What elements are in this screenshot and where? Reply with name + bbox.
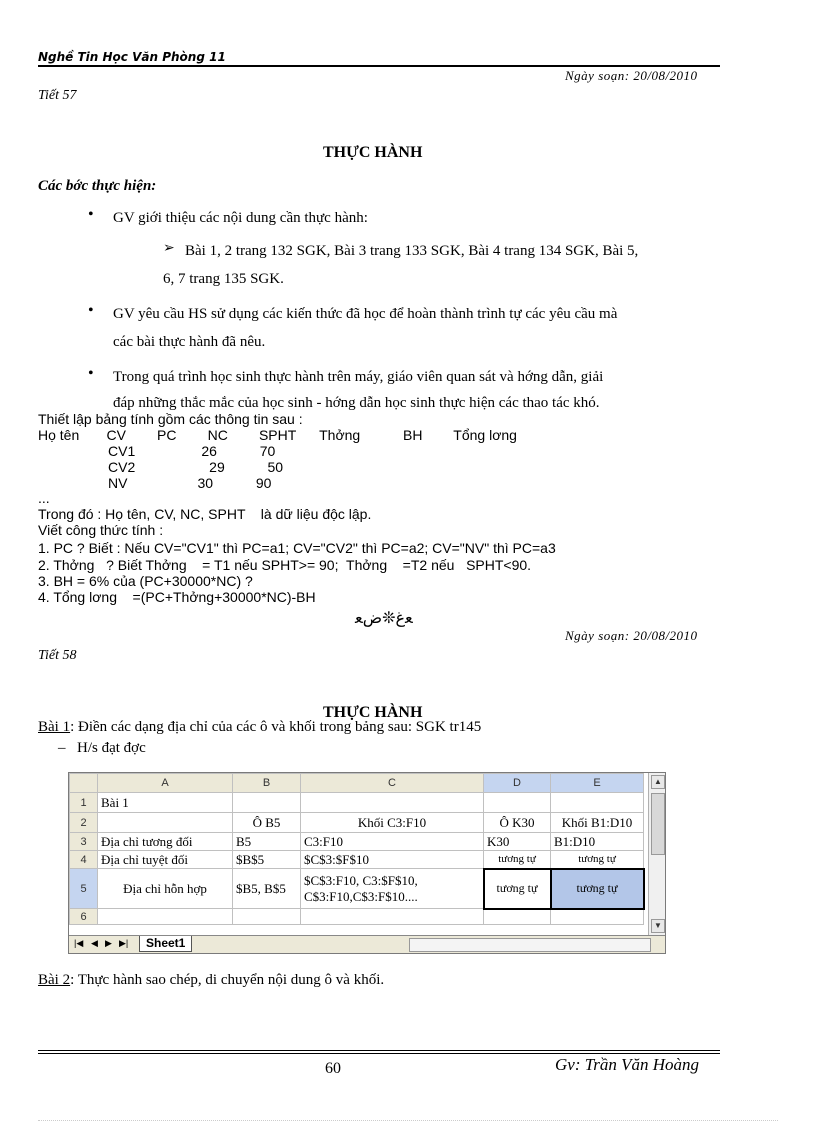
cell: B5: [233, 833, 301, 851]
exercise-line: Thiết lập bảng tính gồm các thông tin sau :: [38, 411, 303, 427]
row-header: 2: [70, 813, 98, 833]
cell: [301, 793, 484, 813]
cell: [98, 813, 233, 833]
cell: $B5, B$5: [233, 869, 301, 909]
exercise-line: Viết công thức tính :: [38, 522, 164, 538]
section-heading-2: THỰC HÀNH: [323, 704, 423, 721]
cell: tương tự: [551, 869, 644, 909]
next-sheet-icon[interactable]: ▶: [105, 938, 112, 948]
cell: Bài 1: [98, 793, 233, 813]
cell: Khối C3:F10: [301, 813, 484, 833]
exercise-line: NV 30 90: [38, 475, 272, 491]
bullet-text-3b: đáp những thắc mắc của học sinh - hớng dẫn học sinh thực hiện các thao tác khó.: [113, 395, 600, 411]
cell: [301, 909, 484, 925]
bai2-text: : Thực hành sao chép, di chuyển nội dung ô và khối.: [70, 972, 385, 988]
bai1-label: Bài 1: [38, 719, 71, 735]
spreadsheet-screenshot: [68, 772, 666, 954]
cell: $B$5: [233, 851, 301, 869]
author-name: Gv: Trần Văn Hoàng: [555, 1055, 700, 1074]
bullet-icon: •: [88, 206, 94, 223]
exercise-line: Họ tên CV PC NC SPHT Thởng BH Tổng lơng: [38, 427, 517, 443]
footer-rule: [38, 1050, 720, 1051]
cell: tương tự: [484, 869, 551, 909]
header-rule: [38, 65, 720, 67]
bullet-text-2b: các bài thực hành đã nêu.: [113, 334, 266, 350]
steps-label: Các bớc thực hiện:: [38, 178, 157, 194]
column-header: A: [98, 774, 233, 793]
cell: Địa chỉ tương đối: [98, 833, 233, 851]
dash-bullet-icon: –: [58, 740, 66, 756]
cell: $C$3:F10, C3:$F$10, C$3:F10,C$3:F$10....: [301, 869, 484, 909]
cell: [484, 793, 551, 813]
bullet-text-2: GV yêu cầu HS sử dụng các kiến thức đã học để hoàn thành trình tự các yêu cầu mà: [113, 306, 618, 322]
exercise-line: 4. Tổng lơng =(PC+Thởng+30000*NC)-BH: [38, 589, 316, 605]
bullet-icon: •: [88, 302, 94, 319]
bai2-line: [38, 972, 384, 989]
page-number: 60: [325, 1060, 341, 1077]
last-sheet-icon[interactable]: ▶|: [119, 938, 129, 948]
cell: B1:D10: [551, 833, 644, 851]
exercise-line: 3. BH = 6% của (PC+30000*NC) ?: [38, 573, 253, 589]
row-header: 5: [70, 869, 98, 909]
cell: [233, 909, 301, 925]
exercise-line: CV2 29 50: [38, 459, 284, 475]
bai2-label: Bài 2: [38, 972, 71, 988]
section-heading-1: THỰC HÀNH: [323, 144, 423, 161]
cell: K30: [484, 833, 551, 851]
document-header-title: Nghề Tin Học Văn Phòng 11: [38, 50, 226, 64]
cell: Ô B5: [233, 813, 301, 833]
arrow-bullet-icon: ➢: [163, 241, 175, 256]
lesson-number-1: Tiết 57: [38, 88, 77, 103]
exercise-line: 2. Thởng ? Biết Thởng = T1 nếu SPHT>= 90; Thởng =T2 nếu SPHT<90.: [38, 557, 532, 573]
bullet-text-3: Trong quá trình học sinh thực hành trên máy, giáo viên quan sát và hớng dẫn, giải: [113, 369, 604, 385]
exercise-line: Trong đó : Họ tên, CV, NC, SPHT là dữ liệu độc lập.: [38, 506, 372, 522]
cell: C3:F10: [301, 833, 484, 851]
cell: tương tự: [484, 851, 551, 869]
cell: Khối B1:D10: [551, 813, 644, 833]
vertical-scrollbar[interactable]: [648, 773, 665, 935]
column-header: B: [233, 774, 301, 793]
scroll-up-icon[interactable]: ▲: [651, 775, 665, 789]
bai1-text: : Điền các dạng địa chỉ của các ô và khối trong bảng sau: SGK tr145: [70, 719, 482, 735]
column-header: D: [484, 774, 551, 793]
cell: tương tự: [551, 851, 644, 869]
sheet-tab-bar: [69, 935, 665, 953]
row-header: 3: [70, 833, 98, 851]
cell: [484, 909, 551, 925]
row-header: 4: [70, 851, 98, 869]
first-sheet-icon[interactable]: |◀: [74, 938, 84, 948]
cell: Ô K30: [484, 813, 551, 833]
cell: [98, 909, 233, 925]
prev-sheet-icon[interactable]: ◀: [91, 938, 98, 948]
exercise-line: CV1 26 70: [38, 443, 276, 459]
column-header: C: [301, 774, 484, 793]
bai1-line: [38, 719, 481, 736]
bullet-text-1: GV giới thiệu các nội dung cần thực hành:: [113, 210, 368, 226]
cell: Địa chỉ hỗn hợp: [98, 869, 233, 909]
sheet-tab[interactable]: Sheet1: [139, 936, 192, 952]
exercise-line: ...: [38, 490, 50, 506]
row-header: 1: [70, 793, 98, 813]
result-label: H/s đạt đợc: [77, 740, 146, 756]
cell: $C$3:$F$10: [301, 851, 484, 869]
cell: [233, 793, 301, 813]
sub-item-line-1: Bài 1, 2 trang 132 SGK, Bài 3 trang 133 SGK, Bài 4 trang 134 SGK, Bài 5,: [185, 243, 639, 259]
bottom-border: [38, 1120, 778, 1121]
sub-item-line-2: 6, 7 trang 135 SGK.: [163, 271, 284, 287]
date-prepared-1: Ngày soạn: 20/08/2010: [565, 68, 698, 83]
row-header: 6: [70, 909, 98, 925]
bullet-icon: •: [88, 365, 94, 382]
cell: [551, 793, 644, 813]
lesson-number-2: Tiết 58: [38, 648, 77, 663]
corner-cell: [70, 774, 98, 793]
footer-rule: [38, 1053, 720, 1054]
horizontal-scrollbar[interactable]: [409, 938, 651, 952]
scroll-down-icon[interactable]: ▼: [651, 919, 665, 933]
cell: Địa chỉ tuyệt đối: [98, 851, 233, 869]
date-prepared-2: Ngày soạn: 20/08/2010: [565, 628, 698, 643]
exercise-line: 1. PC ? Biết : Nếu CV="CV1" thì PC=a1; CV="CV2" thì PC=a2; CV="NV" thì PC=a3: [38, 540, 556, 556]
cell: [551, 909, 644, 925]
scroll-thumb[interactable]: [651, 793, 665, 855]
ornament-divider: ﻌﻍ❊ﺽﻌ: [355, 610, 413, 627]
column-header: E: [551, 774, 644, 793]
